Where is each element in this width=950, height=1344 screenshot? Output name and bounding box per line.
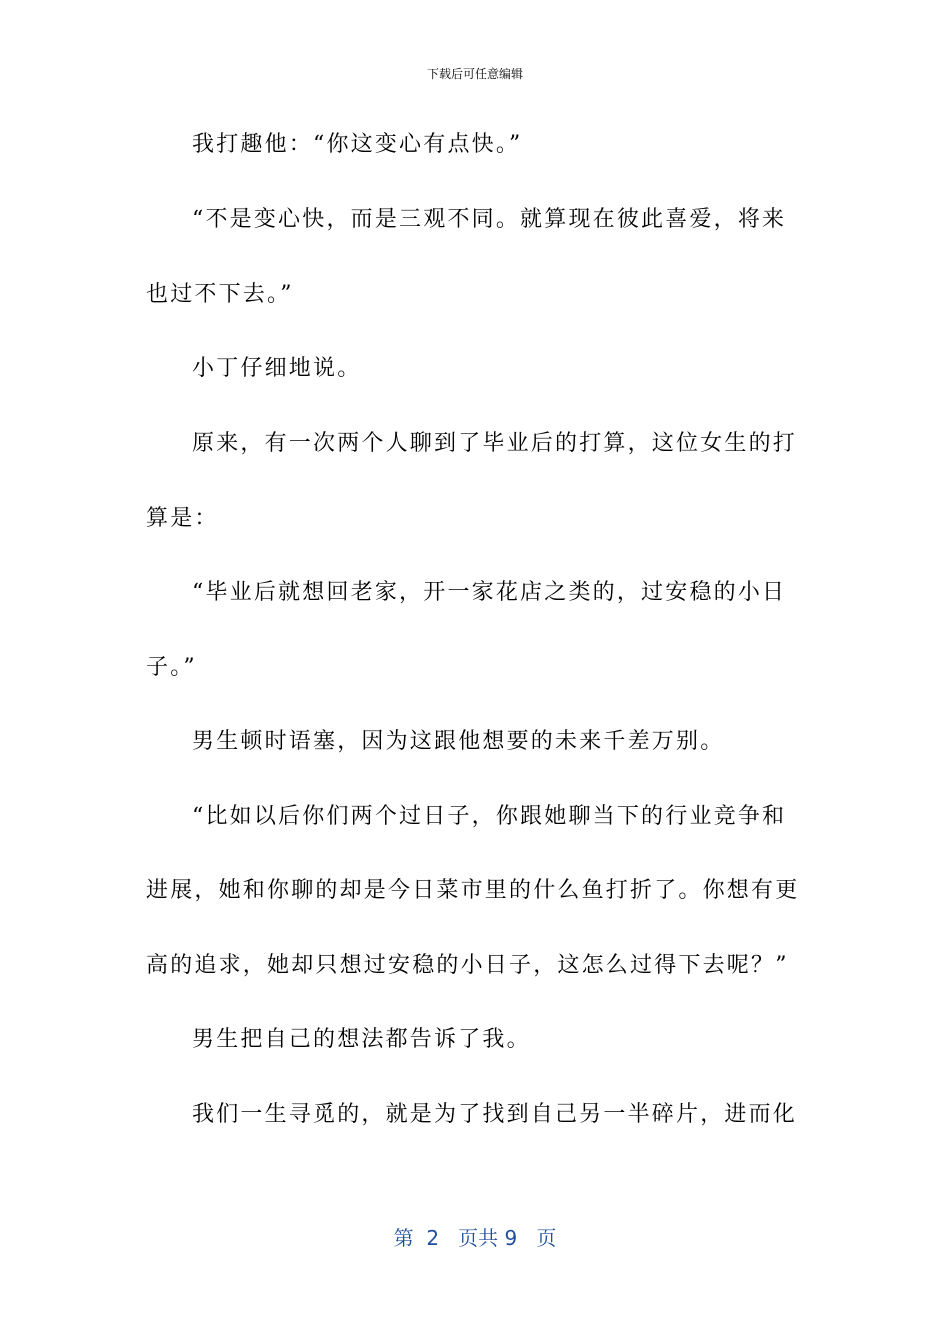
paragraph-line: 算是： bbox=[146, 506, 219, 531]
paragraph-line: 高的追求，她却只想过安稳的小日子，这怎么过得下去呢？” bbox=[146, 953, 789, 978]
page-label-suffix: 页 bbox=[536, 1226, 557, 1250]
paragraph-line: “不是变心快，而是三观不同。就算现在彼此喜爱，将来 bbox=[192, 207, 787, 232]
paragraph-line: 我们一生寻觅的，就是为了找到自己另一半碎片，进而化 bbox=[192, 1102, 798, 1127]
page-label-middle: 页共 bbox=[458, 1226, 499, 1250]
current-page-number: 2 bbox=[426, 1226, 440, 1250]
page-label-prefix: 第 bbox=[393, 1226, 414, 1250]
total-pages-number: 9 bbox=[504, 1226, 518, 1250]
paragraph-line: 子。” bbox=[146, 655, 197, 680]
paragraph-line: 进展，她和你聊的却是今日菜市里的什么鱼打折了。你想有更 bbox=[146, 878, 800, 903]
paragraph-line: 我打趣他：“你这变心有点快。” bbox=[192, 132, 523, 157]
paragraph-line: 男生把自己的想法都告诉了我。 bbox=[192, 1027, 531, 1052]
page-footer bbox=[0, 1226, 950, 1250]
paragraph-line: “比如以后你们两个过日子，你跟她聊当下的行业竞争和 bbox=[192, 804, 787, 829]
paragraph-line: 男生顿时语塞，因为这跟他想要的未来千差万别。 bbox=[192, 729, 725, 754]
paragraph-line: “毕业后就想回老家，开一家花店之类的，过安稳的小日 bbox=[192, 580, 787, 605]
page-header: 下载后可任意编辑 bbox=[426, 67, 523, 81]
paragraph-line: 也过不下去。” bbox=[146, 282, 294, 307]
paragraph-line: 小丁仔细地说。 bbox=[192, 356, 362, 381]
paragraph-line: 原来，有一次两个人聊到了毕业后的打算，这位女生的打 bbox=[192, 431, 798, 456]
